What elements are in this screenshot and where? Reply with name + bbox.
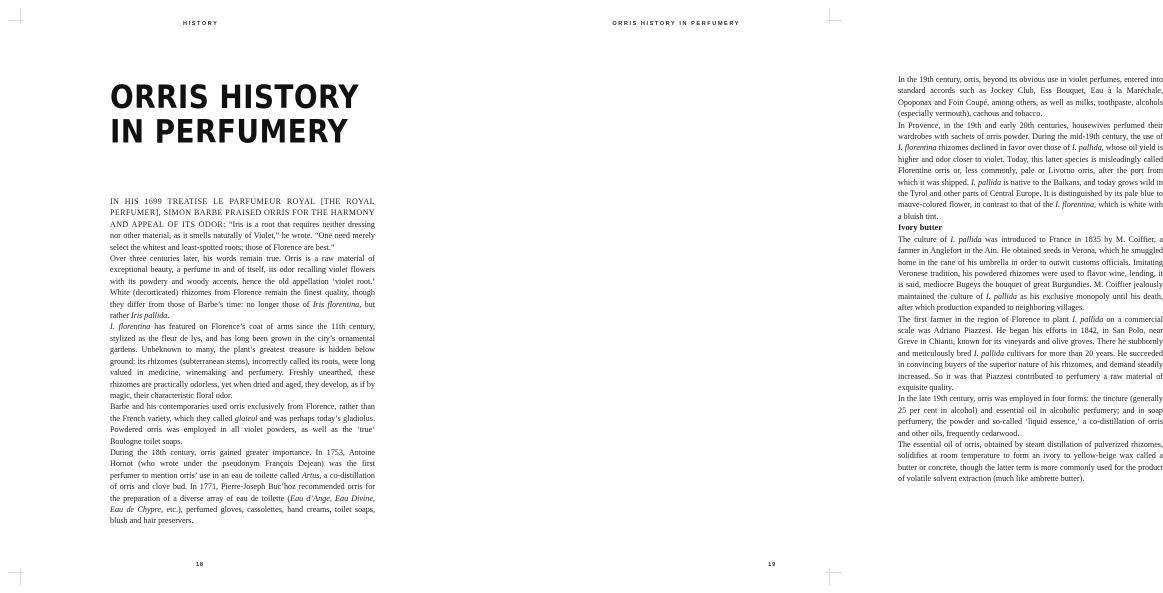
page-title bbox=[110, 78, 394, 151]
chapter-title-line-1: ORRIS HISTORY bbox=[110, 78, 359, 116]
paragraph: Barbe and his contemporaries used orris exclusively from Florence, rather than the French variety, which they called glaieul and was perhaps today’s gladiolus. Powdered orris was employed in all violet powders, as well as the ‘true’ Boulogne toilet soaps. bbox=[110, 402, 375, 446]
paragraph: In the late 19th century, orris was employed in four forms: the tincture (generally 25 per cent in alcohol) and essential oil in alcoholic perfumery; and in soap perfumery, the powder and so-called ‘liquid essence,’ a co-distillation of orris and other oils, frequently cedarwood. bbox=[898, 394, 1163, 438]
paragraph: In Provence, in the 19th and early 20th centuries, housewives perfumed their wardrobes with sachets of orris powder. During the mid-19th century, the use of I. florentina rhizomes declined in favor over those of I. pallida, whose oil yield is higher and odor closer to violet. Today, this latter species is misleadingly called Florentine orris or, less commonly, pale or Livorno orris, after the port from which it was shipped. I. pallida is native to the Balkans, and today grows wild in the Tyrol and other parts of Central Europe. It is distinguished by its pale blue to mauve-colored flower, in contrast to that of the I. florentina, which is white with a bluish tint. bbox=[898, 120, 1163, 221]
paragraph: The culture of I. pallida was introduced to France in 1835 by M. Coiffier, a farmer in Anglefort in the Ain. He obtained seeds in Verona, which he smuggled home in the cane of his umbrella in order to outwit customs officials. Imitating Veronese tradition, his powdered rhizomes were used to flavor wine, lending, it is said, mediocre Bugeys the bouquet of great Burgundies. M. Coiffier jealously maintained the culture of I. pallida as his exclusive monopoly until his death, after which production expanded to neighboring villages. bbox=[898, 234, 1163, 313]
paragraph: The first farmer in the region of Florence to plant I. pallida on a commercial scale was Adriano Piazzesi. He began his efforts in 1842, in San Polo, near Greve in Chianti, known for its vineyards and olive groves. There he stubbornly and meticulously bred I. pallida cultivars for more than 20 years. He succeeded in convincing buyers of the superior nature of his rhizomes, and demand steadily increased. So it was that Piazzesi contributed to perfumery a raw material of exquisite quality. bbox=[898, 314, 1163, 392]
folio-recto: 19 bbox=[768, 562, 776, 568]
lead-quote: “Iris is a root that requires neither dressing nor other material, as it smells naturally of Violet,” he wrote. “One need merely select the whitest and least-spotted roots; those of Florence are best.” bbox=[110, 219, 375, 252]
running-head-recto: ORRIS HISTORY IN PERFUMERY bbox=[612, 21, 740, 27]
body-column-recto bbox=[898, 74, 1163, 485]
folio-verso: 18 bbox=[196, 562, 204, 568]
running-head-verso: HISTORY bbox=[183, 21, 219, 27]
paragraph: I. florentina has featured on Florence’s coat of arms since the 11th century, stylized as the fleur de lys, and has long been grown in the city’s ornamental gardens. Unbeknown to many, the plant’s greatest treasure is hidden below ground: its rhizomes (subterranean stems), incorrectly called its roots, were long valued in medicine, winemaking and perfumery. Freshly unearthed, these rhizomes are practically odorless, yet when dried and aged, they develop, as if by magic, their characteristic floral odor. bbox=[110, 322, 376, 400]
paragraph: Over three centuries later, his words remain true. Orris is a raw material of exceptional beauty, a perfume in and of itself, its odor recalling violet flowers with its powdery and woody accents, hence the old appellation ‘violet root.’ White (decorticated) rhizomes from Florence remain the finest quality, though they differ from those of Barbe’s time: no longer those of Iris florentina, but rather Iris pallida. bbox=[110, 254, 375, 321]
lead-small-caps: IN HIS 1699 TREATISE LE PARFUMEUR ROYAL [THE ROYAL PERFUMER], SIMON BARBE PRAISED ORRIS FOR THE HARMONY AND APPEAL OF ITS ODOR: bbox=[110, 197, 375, 229]
paragraph: The essential oil of orris, obtained by steam distillation of pulverized rhizomes, solidifies at room temperature to form an ivory to yellow-beige wax called a butter or concrete, though the latter term is more commonly used for the product of volatile solvent extraction (much like ambrette butter). bbox=[898, 440, 1163, 484]
section-subhead: Ivory butter bbox=[898, 223, 943, 233]
body-column-verso bbox=[110, 196, 375, 527]
chapter-title-line-2: IN PERFUMERY bbox=[110, 113, 349, 151]
page-verso bbox=[0, 0, 425, 593]
paragraph: In the 19th century, orris, beyond its obvious use in violet perfumes, entered into standard accords such as Jockey Club, Ess Bouquet, Eau à la Maréchale, Opoponax and Foin Coupé, among others, as well as milks, toothpaste, alcohols (especially vermouth), cachous and tobacco. bbox=[898, 75, 1163, 119]
paragraph: During the 18th century, orris gained greater importance. In 1753, Antoine Hornot (who wrote under the pseudonym François Dejean) was the first perfumer to mention orris’ use in an eau de toilette called Artus, a co-distillation of orris and clove bud. In 1771, Pierre-Joseph Buc’hoz recommended orris for the preparation of a diverse array of eau de toilette (Eau d’Ange, Eau Divine, Eau de Chypre, etc.), perfumed gloves, cassolettes, hand creams, toilet soaps, blush and hair preservers. bbox=[110, 447, 375, 526]
lead-paragraph bbox=[110, 196, 375, 253]
page-recto bbox=[425, 0, 1163, 593]
